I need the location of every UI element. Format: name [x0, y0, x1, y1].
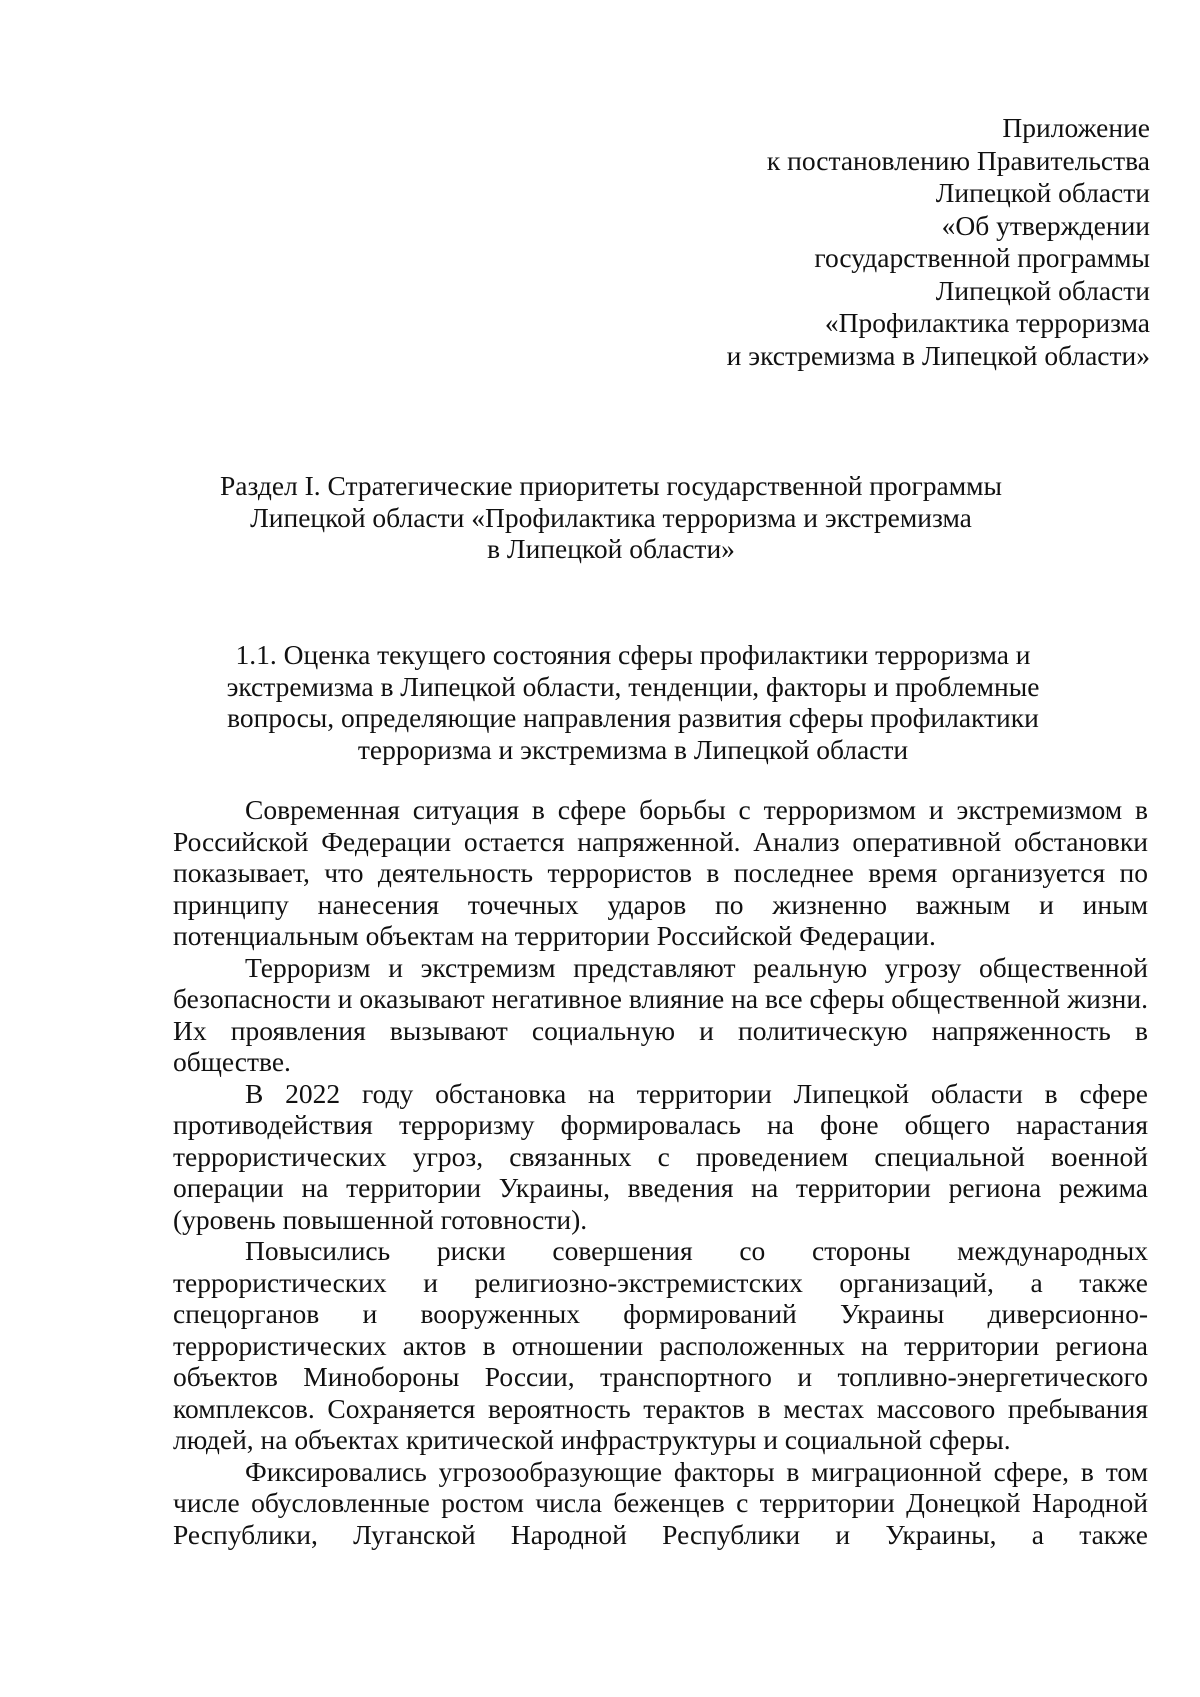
appendix-line: и экстремизма в Липецкой области» [726, 339, 1150, 371]
appendix-line: к постановлению Правительства [766, 144, 1150, 176]
paragraph: Повысились риски совершения со стороны международных террористических и религиозно-экстремистских организаций, а также спецорганов и вооруженных формирований Украины диверсионно-террористических актов в отношении расположенных на территории региона объектов Минобороны России, транспортного и топливно-энергетического комплексов. Сохраняется вероятность терактов в местах массового пребывания людей, на объектах критической инфраструктуры и социальной сферы. [173, 1235, 1148, 1455]
paragraph: В 2022 году обстановка на территории Липецкой области в сфере противодействия терроризму формировалась на фоне общего нарастания террористических угроз, связанных с проведением специальной военной операции на территории Украины, введения на территории региона режима (уровень повышенной готовности). [173, 1077, 1148, 1235]
appendix-line: государственной программы [814, 242, 1150, 273]
appendix-line: «Об утверждении [941, 209, 1150, 241]
appendix-line: Липецкой области [935, 274, 1150, 306]
appendix-header [727, 112, 1150, 372]
subsection-title [0, 639, 1200, 765]
subsection-title-line: терроризма и экстремизма в Липецкой области [357, 733, 909, 765]
subsection-title-line: экстремизма в Липецкой области, тенденции, факторы и проблемные [226, 670, 1040, 702]
body-text [173, 794, 1148, 1550]
section-title-line: Раздел I. Стратегические приоритеты государственной программы [219, 470, 1003, 501]
paragraph: Современная ситуация в сфере борьбы с терроризмом и экстремизмом в Российской Федерации остается напряженной. Анализ оперативной обстановки показывает, что деятельность террористов в последнее время организуется по принципу нанесения точечных ударов по жизненно важным и иным потенциальным объектам на территории Российской Федерации. [173, 794, 1148, 951]
paragraph: Терроризм и экстремизм представляют реальную угрозу общественной безопасности и оказывают негативное влияние на все сферы общественной жизни. Их проявления вызывают социальную и политическую напряженность в обществе. [173, 951, 1148, 1077]
subsection-title-line: вопросы, определяющие направления развития сферы профилактики [227, 702, 1039, 733]
appendix-line: Приложение [1002, 112, 1150, 143]
subsection-title-line: 1.1. Оценка текущего состояния сферы профилактики терроризма и [235, 639, 1031, 670]
appendix-line: Липецкой области [935, 177, 1150, 208]
section-title-line: в Липецкой области» [487, 533, 735, 564]
section-title [0, 470, 1200, 565]
appendix-line: «Профилактика терроризма [824, 307, 1150, 338]
section-title-line: Липецкой области «Профилактика терроризма и экстремизма [250, 501, 972, 533]
paragraph: Фиксировались угрозообразующие факторы в миграционной сфере, в том числе обусловленные ростом числа беженцев с территории Донецкой Народной Республики, Луганской Народной Республики и Украины, а также [173, 1455, 1148, 1550]
